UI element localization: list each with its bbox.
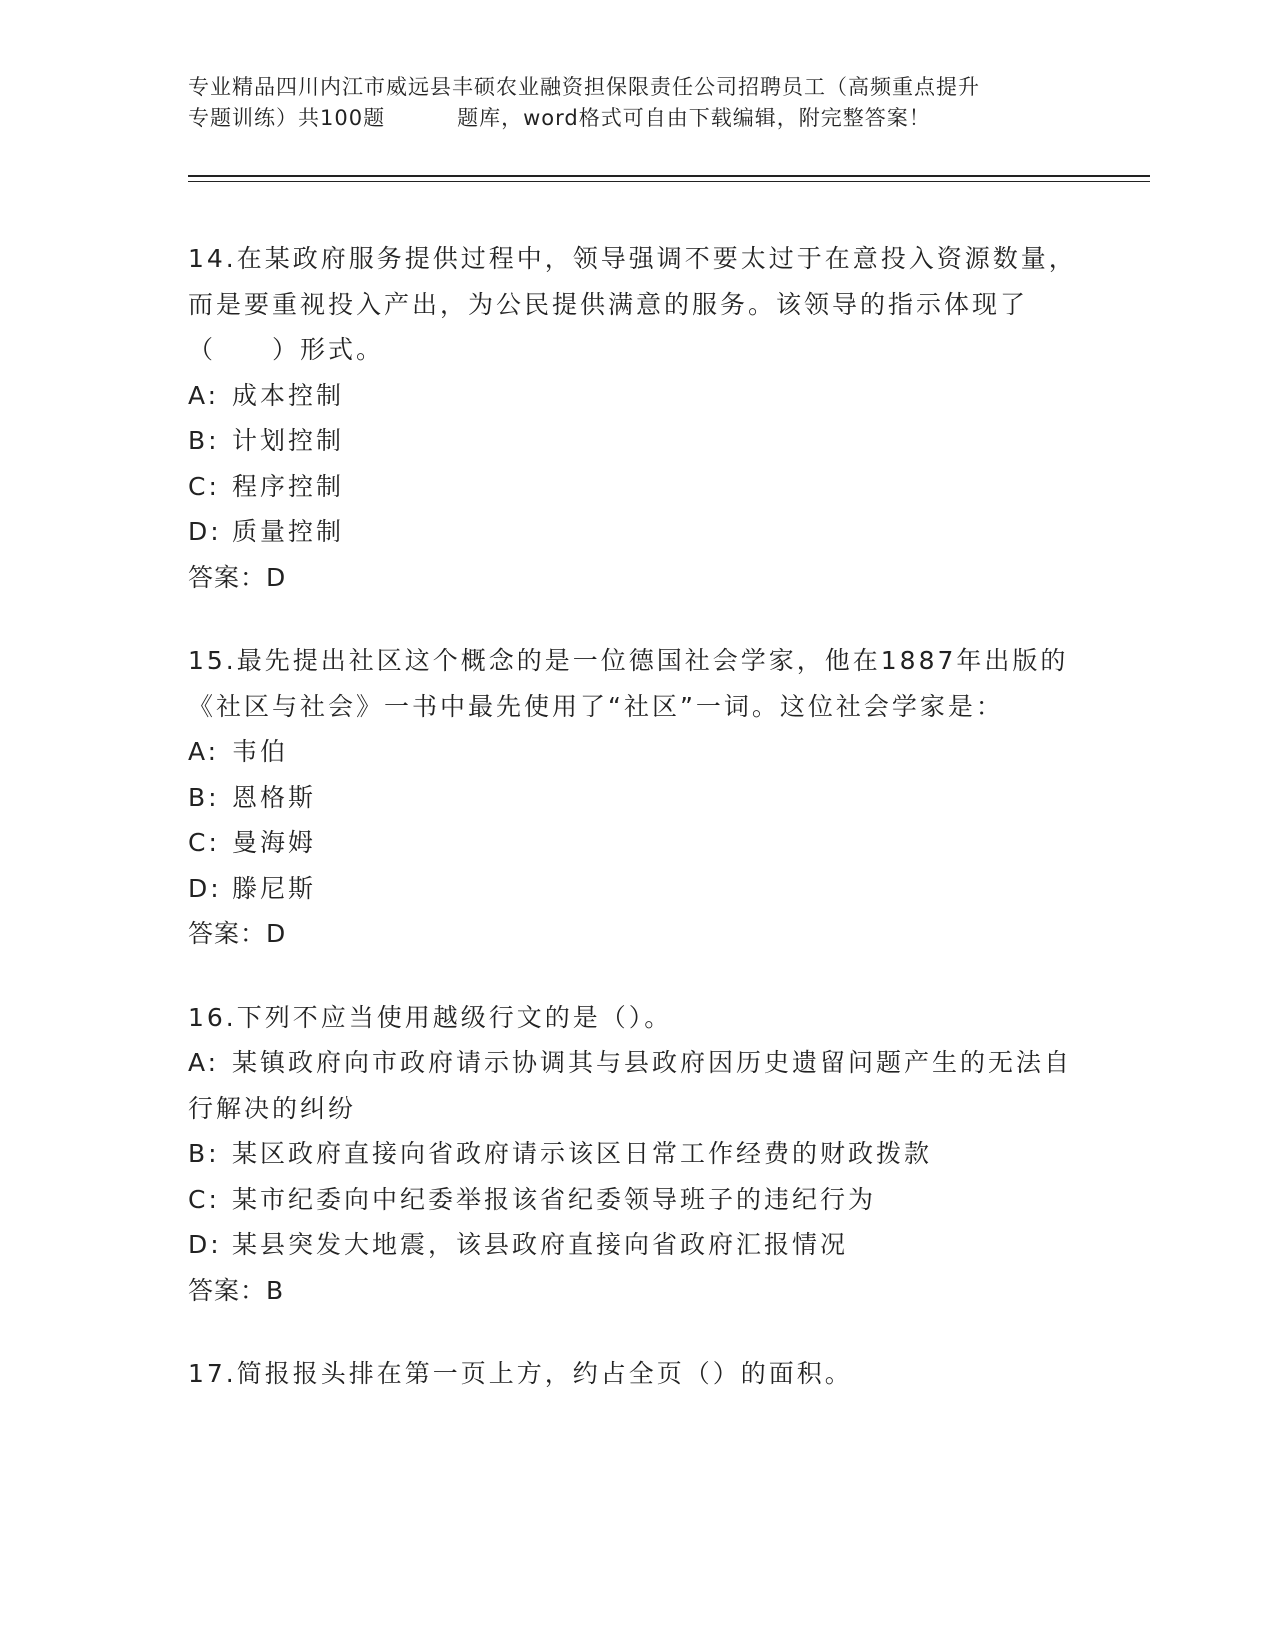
option-label: A: (188, 380, 220, 410)
option-a (188, 373, 1088, 419)
option-text: 程序控制 (232, 471, 345, 501)
answer-line: 答案：D (188, 919, 287, 948)
option-c (188, 1177, 1088, 1223)
option-text: 恩格斯 (232, 782, 317, 812)
option-text: 某市纪委向中纪委举报该省纪委领导班子的违纪行为 (232, 1184, 877, 1214)
answer-line: 答案：B (188, 1275, 285, 1305)
header-line2-part2: 题库，word格式可自由下载编辑，附完整答案！ (457, 106, 931, 130)
option-label: C: (188, 471, 220, 501)
question-17 (188, 1351, 1088, 1397)
option-d (188, 1222, 1088, 1268)
option-label: C: (188, 1184, 220, 1214)
option-text: 滕尼斯 (232, 873, 317, 903)
option-label: A: (188, 1048, 220, 1077)
header-divider-thick (188, 175, 1150, 177)
header-title-line1: 专业精品四川内江市威远县丰硕农业融资担保限责任公司招聘员工（高频重点提升 (188, 75, 980, 99)
header-line2-part1: 专题训练）共100题 (188, 106, 386, 130)
option-text: 曼海姆 (232, 828, 317, 857)
option-b (188, 775, 1088, 821)
question-stem: 17.简报报头排在第一页上方，约占全页（）的面积。 (188, 1359, 853, 1388)
question-16 (188, 995, 1088, 1314)
question-stem: 16.下列不应当使用越级行文的是（）。 (188, 1002, 673, 1032)
option-c (188, 464, 1088, 510)
option-label: B: (188, 1139, 220, 1168)
option-label: A: (188, 737, 220, 766)
option-a (188, 729, 1088, 775)
option-label: C: (188, 828, 220, 857)
option-text: 某区政府直接向省政府请示该区日常工作经费的财政拨款 (232, 1139, 933, 1168)
option-text: 成本控制 (232, 380, 345, 410)
option-label: D: (188, 873, 222, 903)
answer-line: 答案：D (188, 562, 287, 592)
question-list (188, 236, 1088, 1435)
option-d (188, 866, 1088, 912)
option-label: D: (188, 517, 222, 546)
question-stem: 14.在某政府服务提供过程中，领导强调不要太过于在意投入资源数量，而是要重视投入产出，为公民提供满意的服务。该领导的指示体现了（ ）形式。 (188, 244, 1077, 364)
option-text: 质量控制 (232, 517, 345, 546)
option-label: B: (188, 782, 220, 812)
document-header (188, 72, 1098, 134)
question-14 (188, 236, 1088, 600)
option-c (188, 820, 1088, 866)
header-title-line2 (188, 103, 1098, 134)
question-15 (188, 638, 1088, 957)
option-d (188, 509, 1088, 555)
question-stem: 15.最先提出社区这个概念的是一位德国社会学家，他在1887年出版的《社区与社会》一书中最先使用了“社区”一词。这位社会学家是： (188, 646, 1069, 721)
option-label: B: (188, 426, 220, 455)
option-label: D: (188, 1230, 222, 1259)
option-b (188, 418, 1088, 464)
option-text: 计划控制 (232, 426, 345, 455)
option-b (188, 1131, 1088, 1177)
option-a (188, 1040, 1088, 1131)
option-text: 韦伯 (232, 737, 289, 766)
option-text: 某镇政府向市政府请示协调其与县政府因历史遗留问题产生的无法自行解决的纠纷 (188, 1048, 1073, 1123)
option-text: 某县突发大地震，该县政府直接向省政府汇报情况 (232, 1230, 849, 1259)
header-divider-thin (188, 181, 1150, 182)
